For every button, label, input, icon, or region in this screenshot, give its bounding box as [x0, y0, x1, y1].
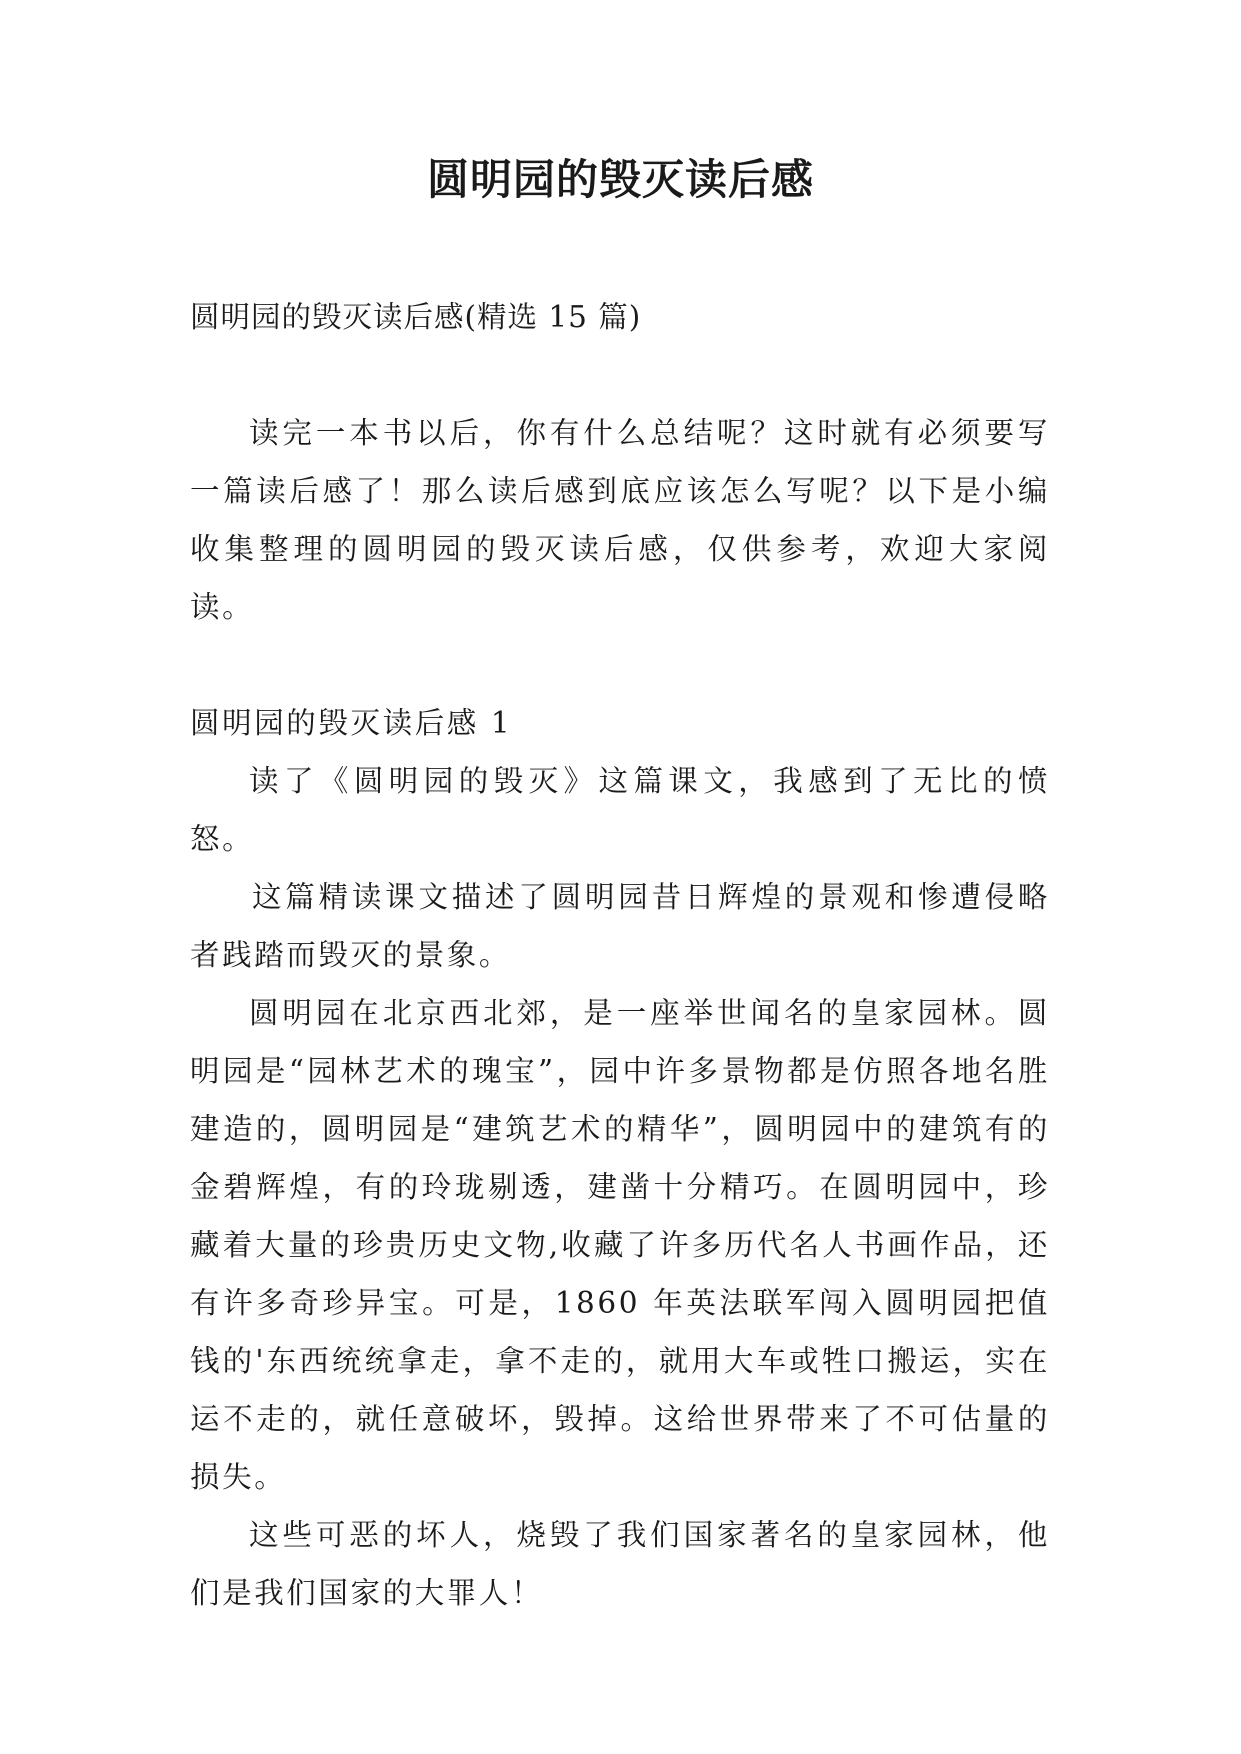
- body-paragraph: 读了《圆明园的毁灭》这篇课文，我感到了无比的愤怒。: [190, 764, 1050, 856]
- document-title: 圆明园的毁灭读后感: [426, 155, 814, 204]
- body-paragraph: 这篇精读课文描述了圆明园昔日辉煌的景观和惨遭侵略者践踏而毁灭的景象。: [190, 880, 1050, 972]
- document-subtitle: 圆明园的毁灭读后感(精选 15 篇): [190, 300, 642, 334]
- body-paragraph: 这些可恶的坏人，烧毁了我们国家著名的皇家园林，他们是我们国家的大罪人！: [190, 1518, 1050, 1610]
- intro-paragraph: 读完一本书以后，你有什么总结呢？这时就有必须要写一篇读后感了！那么读后感到底应该怎么写呢？以下是小编收集整理的圆明园的毁灭读后感，仅供参考，欢迎大家阅读。: [190, 416, 1050, 624]
- document-body: [190, 288, 1050, 1622]
- body-paragraph: 圆明园在北京西北郊，是一座举世闻名的皇家园林。圆明园是“园林艺术的瑰宝”，园中许多景物都是仿照各地名胜建造的，圆明园是“建筑艺术的精华”，圆明园中的建筑有的金碧辉煌，有的玲珑剔透，建凿十分精巧。在圆明园中，珍藏着大量的珍贵历史文物,收藏了许多历代名人书画作品，还有许多奇珍异宝。可是，1860 年英法联军闯入圆明园把值钱的'东西统统拿走，拿不走的，就用大车或牲口搬运，实在运不走的，就任意破坏，毁掉。这给世界带来了不可估量的损失。: [190, 996, 1050, 1494]
- section-heading: 圆明园的毁灭读后感 1: [190, 706, 513, 740]
